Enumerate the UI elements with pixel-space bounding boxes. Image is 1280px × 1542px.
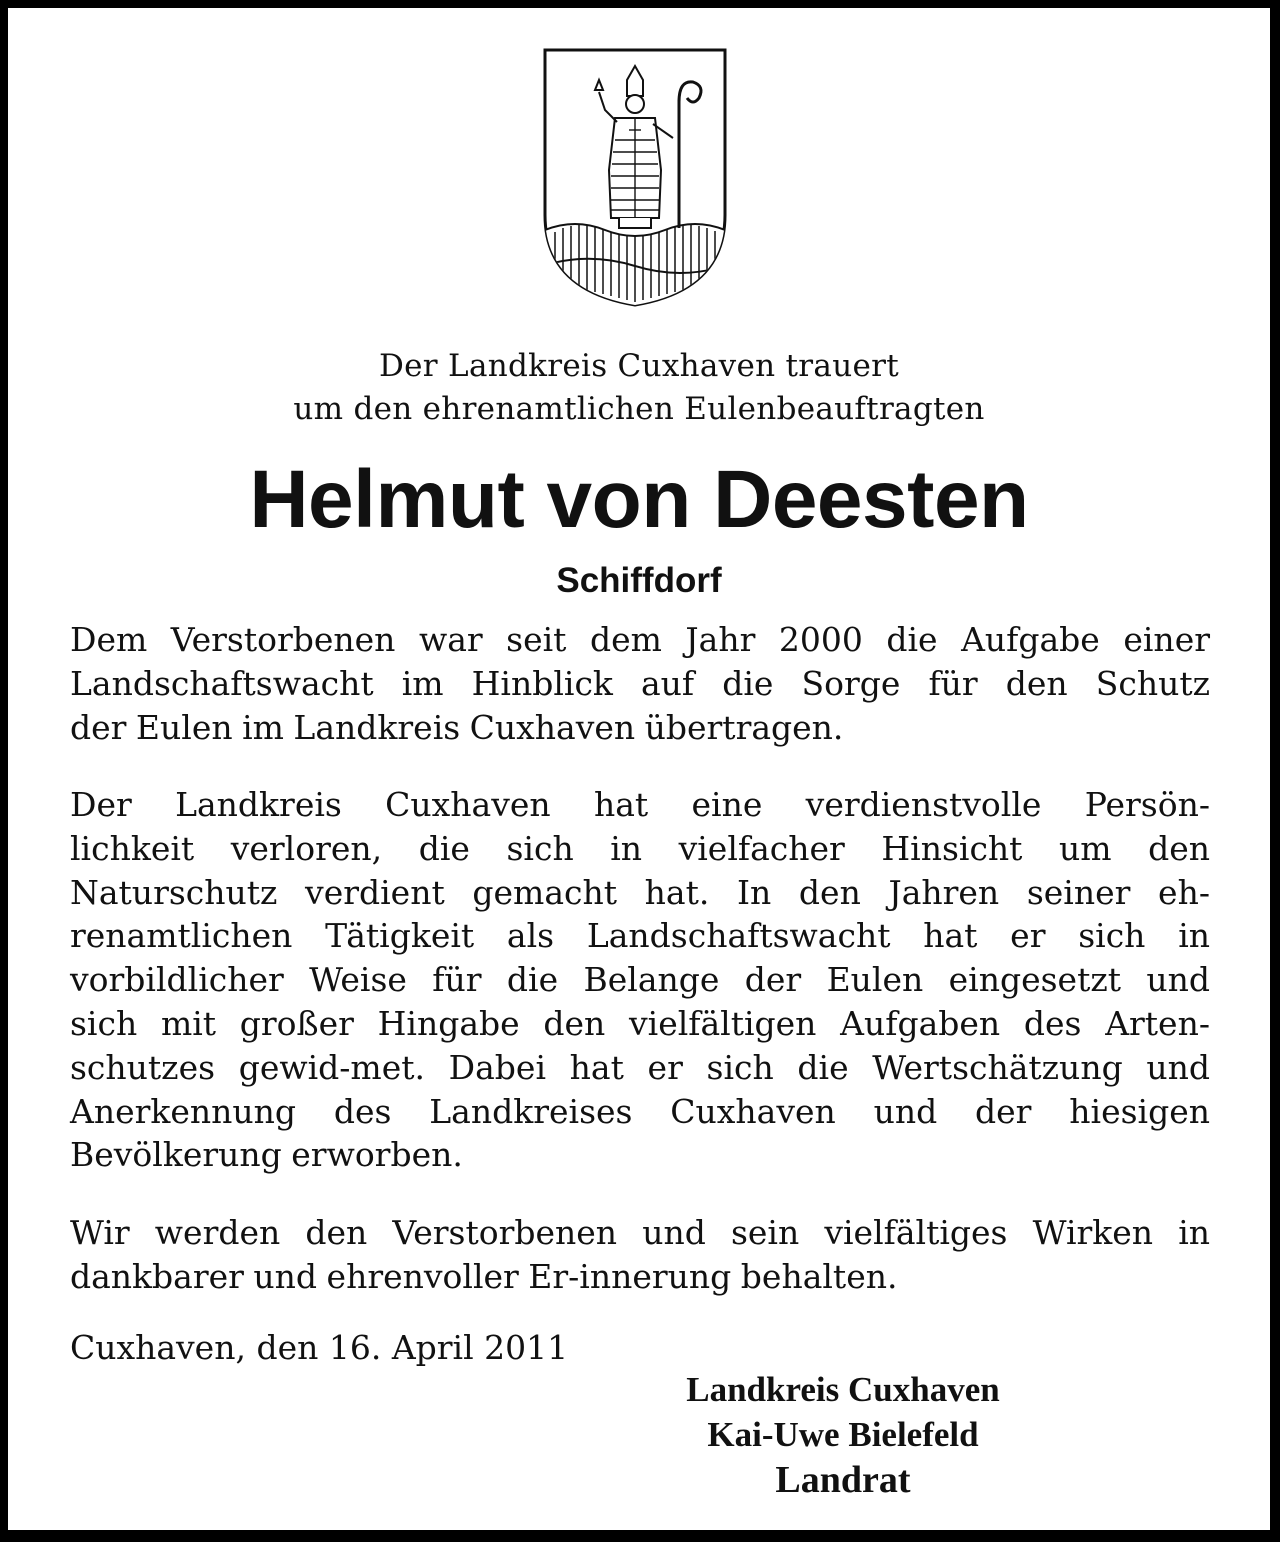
coat-of-arms-icon <box>535 40 735 310</box>
signature-name: Kai-Uwe Bielefeld <box>707 1415 979 1454</box>
paragraph-line: renamtlichen Tätigkeit als Landschaftswacht hat er sich in <box>70 916 1210 956</box>
intro-line-2: um den ehrenamtlichen Eulenbeauftragten <box>293 391 985 427</box>
obituary-notice <box>8 8 1270 1530</box>
deceased-name: Helmut von Deesten <box>249 454 1029 545</box>
paragraph-line: Anerkennung des Landkreises Cuxhaven und der hiesigen <box>70 1091 1210 1131</box>
paragraph-line: Landschaftswacht im Hinblick auf die Sorge für den Schutz <box>70 663 1210 703</box>
paragraph-line: Dem Verstorbenen war seit dem Jahr 2000 die Aufgabe einer <box>70 620 1210 659</box>
signature-title: Landrat <box>775 1459 911 1501</box>
date-line: Cuxhaven, den 16. April 2011 <box>70 1328 569 1367</box>
paragraph-2 <box>70 783 1210 1177</box>
paragraph-line: Bevölkerung erworben. <box>70 1135 463 1175</box>
deceased-place: Schiffdorf <box>556 561 722 600</box>
paragraph-line: Der Landkreis Cuxhaven hat eine verdienstvolle Persön- <box>70 785 1210 824</box>
intro-line-1: Der Landkreis Cuxhaven trauert <box>378 348 899 384</box>
paragraph-line: lichkeit verloren, die sich in vielfacher Hinsicht um den <box>70 828 1210 868</box>
paragraph-line: schutzes gewid-met. Dabei hat er sich die Wertschätzung und <box>70 1047 1210 1087</box>
signature-organization: Landkreis Cuxhaven <box>686 1370 1000 1409</box>
paragraph-line: Naturschutz verdient gemacht hat. In den Jahren seiner eh- <box>70 872 1210 912</box>
paragraph-line: der Eulen im Landkreis Cuxhaven übertragen. <box>70 707 844 747</box>
paragraph-1 <box>70 618 1210 749</box>
paragraph-line: sich mit großer Hingabe den vielfältigen Aufgaben des Arten- <box>70 1003 1210 1043</box>
paragraph-line: vorbildlicher Weise für die Belange der Eulen eingesetzt und <box>70 960 1210 1000</box>
paragraph-line: dankbarer und ehrenvoller Er-innerung behalten. <box>70 1256 898 1296</box>
paragraph-3 <box>70 1211 1210 1299</box>
paragraph-line: Wir werden den Verstorbenen und sein vielfältiges Wirken in <box>70 1213 1210 1252</box>
